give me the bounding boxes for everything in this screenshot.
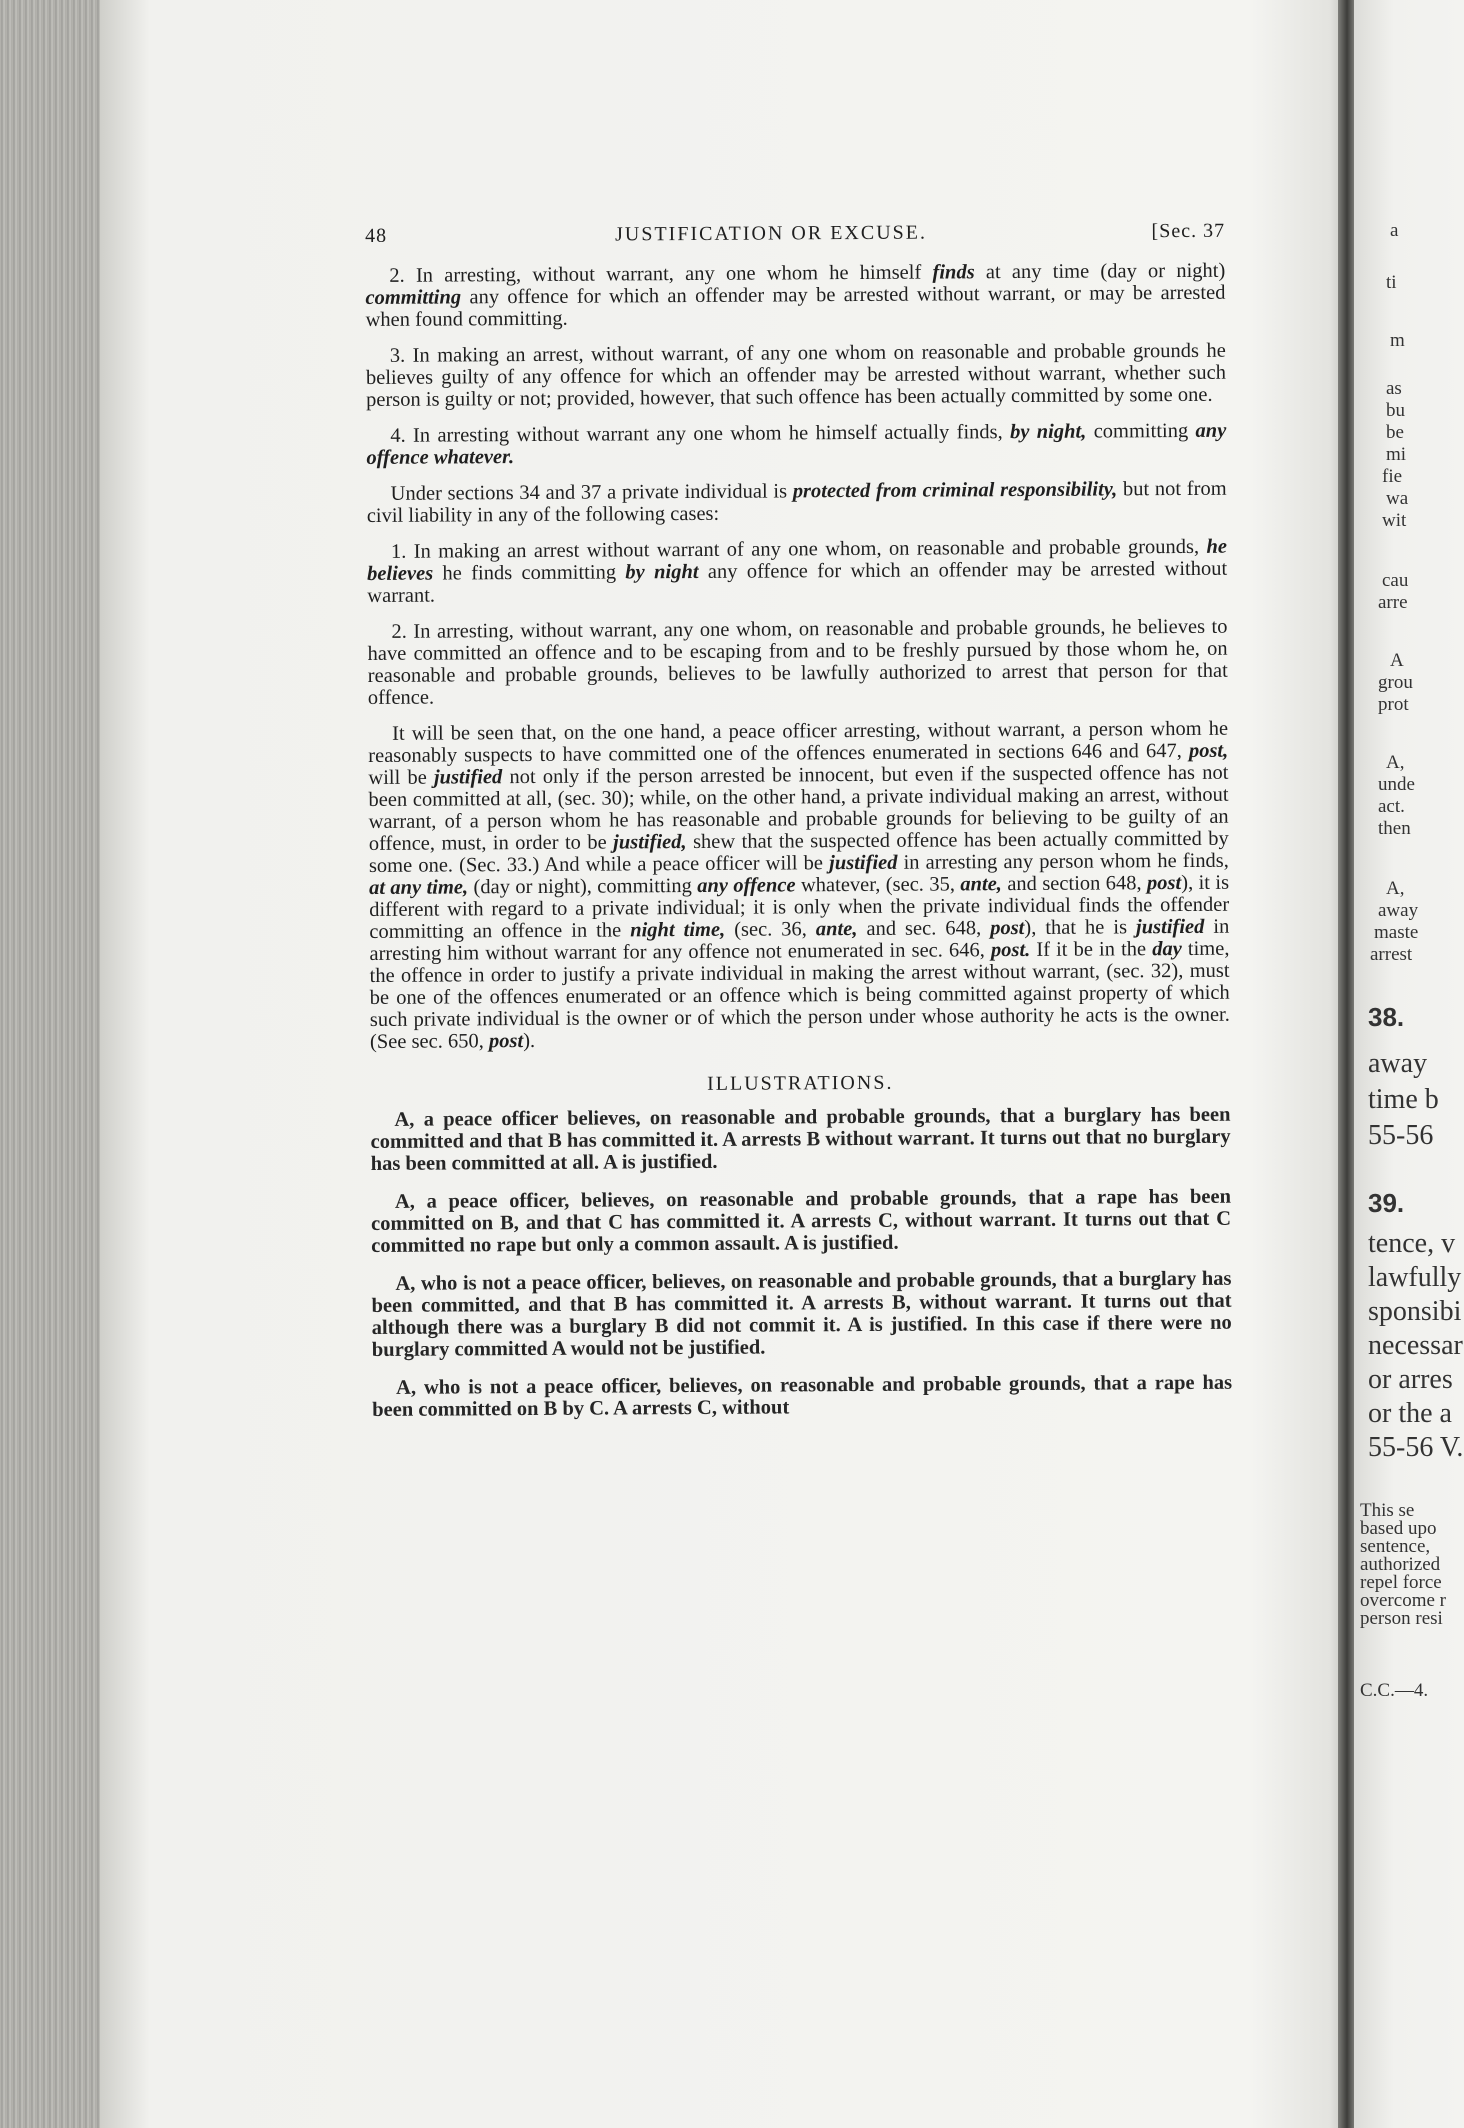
- right-page-text-fragment: a: [1390, 220, 1399, 241]
- body-paragraph: [367, 478, 1227, 527]
- body-paragraph: [367, 616, 1228, 709]
- right-page-text-fragment: then: [1378, 818, 1411, 839]
- text-run: in arresting any person whom he finds,: [897, 849, 1229, 874]
- text-run: 2. In arresting, without warrant, any one whom he himself: [389, 261, 933, 287]
- right-page-text-fragment: away: [1378, 900, 1419, 921]
- right-page-text-fragment: C.C.—4.: [1360, 1680, 1429, 1701]
- right-page-text-fragment: authorized: [1360, 1554, 1441, 1575]
- text-run: ), it is different with regard to a private individual; it is only when the private individual finds the offender committing an offence in the: [369, 871, 1230, 943]
- illustration-paragraph: A, who is not a peace officer, believes, on reasonable and probable grounds, that a rape has been committed on B by C. A arrests C, without: [372, 1371, 1233, 1421]
- right-page-text-fragment: fie: [1382, 466, 1403, 487]
- italic-phrase: post,: [1188, 739, 1229, 762]
- right-page-fragment: [1354, 0, 1464, 2128]
- text-run: 3. In making an arrest, without warrant, of any one whom on reasonable and probable grounds he believes guilty of any offence for which an offender may be arrested without warrant, whether such person is guilty or not; provided, however, that such offence has been actually committed by some one.: [365, 339, 1226, 411]
- text-run: not only if the person arrested be innocent, but even if the suspected offence has not been committed at all, (sec. 30); while, on the other hand, a private individual making an arrest, without warrant, of a person whom he has reasonable and probable grounds for believing to be guilty of an offence, must, in order to be: [368, 761, 1229, 855]
- text-run: If it be in the: [1030, 938, 1153, 961]
- text-run: ), that he is: [1024, 916, 1137, 939]
- right-page-text-fragment: wa: [1386, 488, 1409, 509]
- text-run: 2. In arresting, without warrant, any one whom, on reasonable and probable grounds, he believes to have committed an offence and to be escaping from and to be freshly pursued by those whom he, on reasonable and probable grounds, believes to be lawfully authorized to arrest that person for that offence.: [367, 615, 1228, 709]
- illustration-paragraph: A, who is not a peace officer, believes, on reasonable and probable grounds, that a burglary has been committed, and that B has committed it. A arrests B, without warrant. It turns out that although there was a burglary B did not commit it. A is justified. In this case if there were no burglary committed A would not be justified.: [371, 1267, 1232, 1361]
- section-reference: [Sec. 37: [1151, 219, 1226, 243]
- italic-phrase: by night: [625, 560, 699, 584]
- right-page-text-fragment: wit: [1382, 510, 1407, 531]
- italic-phrase: justified: [829, 851, 898, 875]
- body-paragraph: [366, 340, 1226, 411]
- italic-phrase: committing: [365, 286, 462, 309]
- italic-phrase: at any time,: [368, 876, 469, 899]
- right-page-text-fragment: 39.: [1368, 1188, 1405, 1218]
- right-page-text-fragment: prot: [1378, 694, 1409, 715]
- right-page-text-fragment: repel force: [1360, 1572, 1442, 1593]
- right-page-text-fragment: A,: [1386, 878, 1405, 899]
- right-page-text-fragment: away: [1368, 1048, 1428, 1079]
- italic-phrase: justified: [1135, 915, 1205, 939]
- text-run: shew that the suspected offence has been actually committed by some one. (Sec. 33.) And while a peace officer will be: [368, 827, 1229, 877]
- italic-phrase: any offence: [697, 874, 796, 897]
- right-page-text-fragment: time b: [1368, 1084, 1439, 1115]
- right-page-text-fragment: arrest: [1370, 944, 1413, 965]
- body-paragraph: [368, 718, 1230, 1053]
- right-page-text-fragment: tence, v: [1368, 1228, 1456, 1259]
- italic-phrase: justified,: [613, 831, 687, 854]
- right-page-text-fragment: This se: [1360, 1500, 1415, 1521]
- right-page-text-fragment: be: [1386, 422, 1404, 443]
- right-page-text-fragment: unde: [1378, 774, 1415, 795]
- text-run: will be: [368, 766, 435, 789]
- right-page-text-fragment: based upo: [1360, 1518, 1437, 1539]
- body-paragraphs: [365, 260, 1230, 1053]
- italic-phrase: any offence whatever.: [366, 419, 1227, 469]
- italic-phrase: he believes: [367, 535, 1228, 585]
- italic-phrase: finds: [932, 261, 975, 284]
- right-page-text-fragment: cau: [1382, 570, 1409, 591]
- italic-phrase: ante,: [815, 918, 858, 941]
- italic-phrase: day: [1152, 938, 1182, 961]
- text-run: any offence for which an offender may be arrested without warrant.: [367, 557, 1228, 607]
- italic-phrase: protected from criminal responsibility,: [792, 478, 1118, 503]
- italic-phrase: post: [488, 1030, 524, 1053]
- illustration-paragraph: A, a peace officer believes, on reasonable and probable grounds, that a burglary has been committed and that B has committed it. A arrests B without warrant. It turns out that no burglary has been committed at all. A is justified.: [370, 1103, 1231, 1175]
- right-page-text-fragment: 55-56 V.: [1368, 1432, 1464, 1463]
- text-run: (day or night), committing: [468, 874, 698, 899]
- text-run: but not from civil liability in any of the following cases:: [366, 477, 1227, 527]
- text-run: whatever, (sec. 35,: [795, 873, 961, 897]
- right-page-text-fragment: lawfully: [1368, 1262, 1462, 1293]
- illustrations-heading: ILLUSTRATIONS.: [707, 1071, 894, 1095]
- right-page-text-fragment: as: [1386, 378, 1402, 399]
- text-run: 1. In making an arrest without warrant of any one whom, on reasonable and probable grounds,: [390, 535, 1207, 563]
- right-page-text-fragment: 55-56: [1368, 1120, 1434, 1151]
- illustration-paragraph: A, a peace officer, believes, on reasonable and probable grounds, that a rape has been committed on B, and that C has committed it. A arrests C, without warrant. It turns out that C committed no rape but only a common assault. A is justified.: [371, 1185, 1232, 1257]
- right-page-text-fragment: maste: [1374, 922, 1419, 943]
- text-run: he finds committing: [433, 561, 626, 585]
- right-page-text-fragment: mi: [1386, 444, 1407, 465]
- text-run: any offence for which an offender may be arrested without warrant, or may be arrested when found committing.: [365, 281, 1226, 331]
- right-page-text-fragment: or the a: [1368, 1398, 1452, 1429]
- text-run: 4. In arresting without warrant any one whom he himself actually finds,: [390, 421, 1011, 447]
- text-run: Under sections 34 and 37 a private individual is: [390, 480, 793, 505]
- right-page-text-fragment: m: [1390, 330, 1405, 351]
- right-page-text-fragment: 38.: [1368, 1002, 1405, 1032]
- italic-phrase: post: [1146, 872, 1182, 895]
- right-page-text-fragment: person resi: [1360, 1608, 1443, 1629]
- text-run: committing: [1086, 419, 1196, 443]
- right-page-text-fragment: sentence,: [1360, 1536, 1431, 1557]
- body-paragraph: [367, 536, 1227, 607]
- text-run: It will be seen that, on the one hand, a peace officer arresting, without warrant, a person whom he reasonably suspects to have committed one of the offences enumerated in sections 646 and 647,: [368, 717, 1229, 767]
- right-page-text-fragment: grou: [1378, 672, 1413, 693]
- text-run: and section 648,: [1001, 872, 1148, 896]
- page-text: [365, 220, 1232, 1437]
- right-page-text-fragment: act.: [1378, 796, 1405, 817]
- body-paragraph: [365, 260, 1225, 331]
- right-page-text-fragment: or arres: [1368, 1364, 1453, 1395]
- text-run: in arresting him without warrant for any offence not enumerated in sec. 646,: [369, 915, 1230, 965]
- text-run: at any time (day or night): [974, 259, 1226, 284]
- right-page-text-fragment: necessar: [1368, 1330, 1463, 1361]
- text-run: time, the offence in order to justify a private individual in making the arrest without warrant, (sec. 32), must be one of the offences enumerated or an offence which is being committed against property of which such private individual is the owner or of which the person under whose authority he acts is the owner. (See sec. 650,: [369, 937, 1230, 1053]
- right-page-text-fragment: overcome r: [1360, 1590, 1446, 1611]
- text-run: ).: [523, 1029, 536, 1053]
- italic-phrase: post.: [990, 938, 1031, 962]
- italic-phrase: by night,: [1009, 420, 1087, 444]
- italic-phrase: post: [990, 916, 1025, 940]
- text-run: and sec. 648,: [857, 917, 991, 941]
- page-number: 48: [365, 224, 388, 247]
- right-page-text-fragment: ti: [1386, 272, 1397, 293]
- italic-phrase: justified: [433, 766, 503, 789]
- italic-phrase: night time,: [630, 918, 726, 942]
- right-page-text-fragment: A,: [1386, 752, 1405, 773]
- running-head: [365, 220, 1225, 265]
- right-page-text-fragment: sponsibi: [1368, 1296, 1462, 1327]
- right-page-text-fragment: A: [1390, 650, 1404, 671]
- right-page-text-fragment: arre: [1378, 592, 1408, 613]
- text-run: (sec. 36,: [725, 918, 816, 941]
- illustrations-list: [370, 1104, 1232, 1421]
- running-title: JUSTIFICATION OR EXCUSE.: [614, 221, 928, 246]
- italic-phrase: ante,: [960, 873, 1002, 896]
- right-page-text-fragment: bu: [1386, 400, 1405, 421]
- body-paragraph: [366, 420, 1226, 469]
